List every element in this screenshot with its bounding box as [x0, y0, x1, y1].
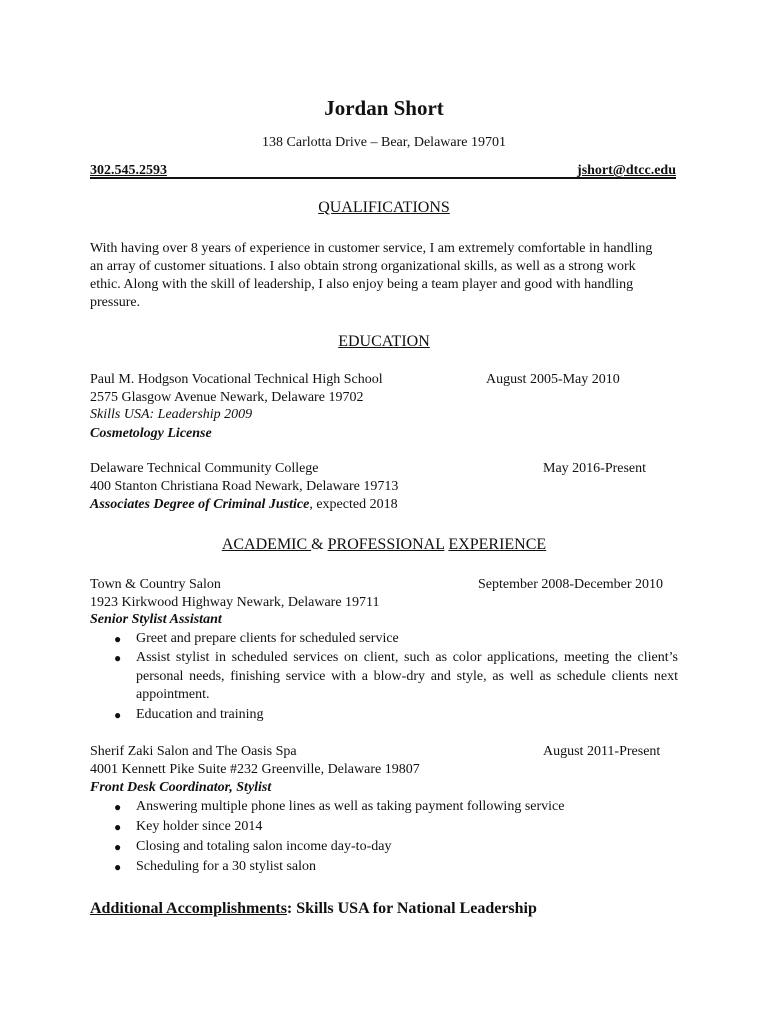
job-duties-list: [90, 797, 678, 877]
bullet-icon: ●: [114, 651, 122, 665]
job-duty: Assist stylist in scheduled services on client, such as color applications, meeting the client’s personal needs, finishing service with a blow-dry and style, as well as schedule clients next appointment.: [136, 650, 678, 702]
job-duty: Closing and totaling salon income day-to-day: [136, 839, 392, 854]
job-duty: Scheduling for a 30 stylist salon: [136, 859, 317, 874]
experience-heading-part1: ACADEMIC: [221, 536, 312, 553]
list-item: [90, 817, 678, 837]
bullet-icon: ●: [114, 820, 122, 834]
phone-number: 302.545.2593: [90, 163, 167, 178]
employer-name: Sherif Zaki Salon and The Oasis Spa: [90, 744, 297, 759]
experience-heading: [0, 535, 768, 555]
accomplishments-label: Additional Accomplishments: [90, 900, 287, 917]
qualifications-paragraph: With having over 8 years of experience in customer service, I am extremely comfortable in handling an array of customer situations. I also obtain strong organizational skills, as well as a strong work ethic. Along with the skill of leadership, I also enjoy being a team player and good with handling pressure.: [90, 241, 653, 310]
list-item: [90, 649, 678, 705]
additional-accomplishments: [90, 899, 537, 919]
list-item: [90, 705, 678, 725]
school-address: 400 Stanton Christiana Road Newark, Delaware 19713: [90, 479, 399, 494]
school-address: 2575 Glasgow Avenue Newark, Delaware 19702: [90, 390, 364, 405]
education-note: Skills USA: Leadership 2009: [90, 407, 253, 422]
header-divider: [90, 177, 676, 179]
job-duty: Answering multiple phone lines as well as taking payment following service: [136, 799, 565, 814]
education-credential: Cosmetology License: [90, 426, 212, 441]
resume-name: Jordan Short: [324, 96, 444, 120]
accomplishments-text: : Skills USA for National Leadership: [286, 900, 537, 917]
list-item: [90, 837, 678, 857]
employer-address: 4001 Kennett Pike Suite #232 Greenville, Delaware 19807: [90, 762, 420, 777]
bullet-icon: ●: [114, 707, 122, 722]
list-item: [90, 797, 678, 817]
education-credential: Associates Degree of Criminal Justice: [90, 497, 310, 512]
job-duty: Education and training: [136, 706, 264, 722]
job-title: Senior Stylist Assistant: [90, 612, 222, 627]
email-address: jshort@dtcc.edu: [577, 163, 676, 178]
school-name: Delaware Technical Community College: [90, 461, 319, 476]
home-address: 138 Carlotta Drive – Bear, Delaware 19701: [262, 135, 506, 150]
job-duty: Greet and prepare clients for scheduled service: [136, 631, 399, 646]
education-dates: May 2016-Present: [543, 461, 647, 476]
list-item: [90, 629, 678, 649]
job-title: Front Desk Coordinator, Stylist: [90, 780, 272, 795]
bullet-icon: ●: [114, 632, 122, 646]
education-dates: August 2005-May 2010: [486, 372, 620, 387]
bullet-icon: ●: [114, 860, 122, 874]
bullet-icon: ●: [114, 800, 122, 814]
list-item: [90, 857, 678, 877]
education-heading-text: EDUCATION: [338, 333, 430, 350]
qualifications-heading-text: QUALIFICATIONS: [318, 199, 450, 216]
employer-name: Town & Country Salon: [90, 577, 221, 592]
experience-heading-amp: &: [311, 536, 328, 553]
experience-heading-part2: PROFESSIONAL: [327, 536, 445, 553]
education-heading: [0, 332, 768, 352]
employment-dates: August 2011-Present: [543, 744, 661, 759]
education-credential-suffix: , expected 2018: [309, 497, 398, 512]
bullet-icon: ●: [114, 840, 122, 854]
employment-dates: September 2008-December 2010: [478, 577, 664, 592]
employer-address: 1923 Kirkwood Highway Newark, Delaware 19711: [90, 595, 380, 610]
experience-heading-part3: EXPERIENCE: [448, 536, 547, 553]
job-duty: Key holder since 2014: [136, 819, 263, 834]
education-credential-line: [90, 496, 398, 514]
school-name: Paul M. Hodgson Vocational Technical High School: [90, 372, 383, 387]
qualifications-heading: [0, 198, 768, 218]
job-duties-list: [90, 629, 678, 725]
